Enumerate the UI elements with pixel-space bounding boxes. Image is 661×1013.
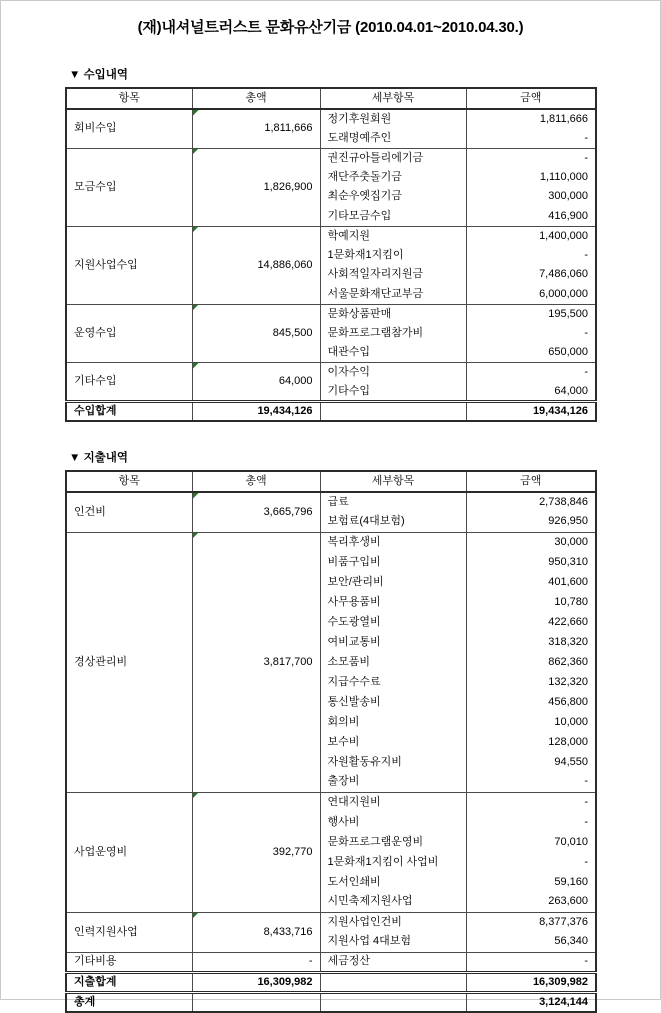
total-detail-cell: [320, 972, 466, 992]
header-row: [66, 471, 596, 492]
section-label-expense: ▼ 지출내역: [69, 452, 129, 464]
detail-name-cell: 복리후생비: [320, 532, 466, 552]
detail-name-cell: 보수비: [320, 732, 466, 752]
item-cell: 모금수입: [66, 148, 192, 226]
group-total-cell: [192, 304, 320, 363]
group-total-value: 1,811,666: [264, 122, 313, 135]
detail-amount-cell: -: [466, 792, 596, 812]
group-total-value: 3,817,700: [263, 655, 313, 668]
detail-name-cell: 기타모금수입: [320, 207, 466, 227]
detail-amount-cell: -: [466, 852, 596, 872]
detail-amount-cell: 56,340: [466, 932, 596, 952]
detail-name-cell: 도래명예주인: [320, 129, 466, 149]
detail-amount-cell: 195,500: [466, 304, 596, 324]
group-total-value: 64,000: [278, 375, 313, 387]
item-cell: 인건비: [66, 492, 192, 532]
detail-name-cell: 기타수입: [320, 382, 466, 402]
total-label-cell: 수입합계: [66, 402, 192, 422]
detail-name-cell: 문화프로그램운영비: [320, 832, 466, 852]
detail-name-cell: 비품구입비: [320, 552, 466, 572]
total-label-cell: 지출합계: [66, 972, 192, 992]
group-total-cell: [192, 792, 320, 912]
note-triangle-icon: [193, 110, 199, 116]
detail-amount-cell: 422,660: [466, 612, 596, 632]
detail-amount-cell: 128,000: [466, 732, 596, 752]
detail-name-cell: 지원사업 4대보험: [320, 932, 466, 952]
detail-amount-cell: 401,600: [466, 572, 596, 592]
detail-name-cell: 자원활동유지비: [320, 752, 466, 772]
detail-name-cell: 세금정산: [320, 952, 466, 972]
detail-name-cell: 행사비: [320, 812, 466, 832]
detail-name-cell: 권진규아틀리에기금: [320, 148, 466, 168]
group-row: [66, 792, 596, 812]
group-row: [66, 952, 596, 972]
detail-name-cell: 이자수익: [320, 363, 466, 383]
detail-amount-cell: -: [466, 772, 596, 792]
group-row: [66, 912, 596, 932]
group-total-cell: [192, 109, 320, 148]
detail-name-cell: 서울문화재단교부금: [320, 285, 466, 305]
note-triangle-icon: [193, 363, 199, 369]
detail-name-cell: 최순우옛집기금: [320, 187, 466, 207]
detail-name-cell: 시민축제지원사업: [320, 892, 466, 912]
column-header: 금액: [466, 88, 596, 109]
column-header: 항목: [66, 471, 192, 492]
total-sum-cell: [192, 992, 320, 1012]
group-row: [66, 363, 596, 383]
detail-amount-cell: 6,000,000: [466, 285, 596, 305]
group-row: [66, 304, 596, 324]
detail-amount-cell: 10,780: [466, 592, 596, 612]
detail-amount-cell: 1,400,000: [466, 226, 596, 246]
total-row: [66, 972, 596, 992]
detail-name-cell: 출장비: [320, 772, 466, 792]
detail-amount-cell: -: [466, 148, 596, 168]
detail-amount-cell: 456,800: [466, 692, 596, 712]
item-cell: 지원사업수입: [66, 226, 192, 304]
detail-name-cell: 문화상품판매: [320, 304, 466, 324]
total-sum-cell: 16,309,982: [192, 972, 320, 992]
column-header: 항목: [66, 88, 192, 109]
detail-amount-cell: 263,600: [466, 892, 596, 912]
detail-amount-cell: 132,320: [466, 672, 596, 692]
total-amount-cell: 19,434,126: [466, 402, 596, 422]
detail-amount-cell: -: [466, 952, 596, 972]
detail-name-cell: 1문화재1지킴이: [320, 246, 466, 266]
item-cell: 인력지원사업: [66, 912, 192, 952]
group-total-value: 3,665,796: [263, 505, 313, 518]
note-triangle-icon: [193, 533, 199, 539]
detail-amount-cell: 300,000: [466, 187, 596, 207]
column-header: 총액: [192, 88, 320, 109]
detail-name-cell: 재단주춧돌기금: [320, 168, 466, 188]
detail-name-cell: 보험료(4대보험): [320, 512, 466, 532]
group-row: [66, 492, 596, 512]
expense-table-body: [66, 492, 596, 1012]
detail-amount-cell: 94,550: [466, 752, 596, 772]
header-row: [66, 88, 596, 109]
note-triangle-icon: [193, 793, 199, 799]
expense-table: [65, 470, 597, 1013]
income-section: [1, 66, 660, 422]
detail-amount-cell: 10,000: [466, 712, 596, 732]
group-row: [66, 532, 596, 552]
detail-amount-cell: 59,160: [466, 872, 596, 892]
detail-name-cell: 사무용품비: [320, 592, 466, 612]
total-label-cell: 총계: [66, 992, 192, 1012]
detail-amount-cell: 1,811,666: [466, 109, 596, 129]
detail-name-cell: 회의비: [320, 712, 466, 732]
note-triangle-icon: [193, 305, 199, 311]
detail-amount-cell: 926,950: [466, 512, 596, 532]
detail-amount-cell: -: [466, 129, 596, 149]
group-row: [66, 226, 596, 246]
note-triangle-icon: [193, 493, 199, 499]
detail-amount-cell: 318,320: [466, 632, 596, 652]
detail-amount-cell: 64,000: [466, 382, 596, 402]
detail-amount-cell: 30,000: [466, 532, 596, 552]
income-table-body: [66, 109, 596, 421]
note-triangle-icon: [193, 913, 199, 919]
detail-name-cell: 1문화재1지킴이 사업비: [320, 852, 466, 872]
detail-amount-cell: 70,010: [466, 832, 596, 852]
total-row: [66, 402, 596, 422]
detail-name-cell: 지원사업인건비: [320, 912, 466, 932]
detail-amount-cell: -: [466, 812, 596, 832]
detail-amount-cell: 1,110,000: [466, 168, 596, 188]
group-total-value: 1,826,900: [263, 180, 313, 193]
group-total-cell: [192, 952, 320, 972]
detail-amount-cell: 7,486,060: [466, 265, 596, 285]
detail-name-cell: 연대지원비: [320, 792, 466, 812]
expense-table-header: [66, 471, 596, 492]
group-total-value: -: [308, 955, 313, 967]
page-title: (재)내셔널트러스트 문화유산기금 (2010.04.01~2010.04.30.): [137, 19, 524, 36]
detail-amount-cell: 2,738,846: [466, 492, 596, 512]
column-header: 세부항목: [320, 88, 466, 109]
group-total-cell: [192, 532, 320, 792]
item-cell: 회비수입: [66, 109, 192, 148]
section-label-income: ▼ 수입내역: [69, 69, 129, 81]
group-row: [66, 109, 596, 129]
detail-name-cell: 수도광열비: [320, 612, 466, 632]
group-total-value: 392,770: [272, 845, 313, 858]
detail-amount-cell: 416,900: [466, 207, 596, 227]
detail-name-cell: 학예지원: [320, 226, 466, 246]
note-triangle-icon: [193, 227, 199, 233]
item-cell: 운영수입: [66, 304, 192, 363]
detail-name-cell: 도서인쇄비: [320, 872, 466, 892]
detail-name-cell: 사회적일자리지원금: [320, 265, 466, 285]
group-total-cell: [192, 226, 320, 304]
income-table: [65, 87, 597, 422]
total-sum-cell: 19,434,126: [192, 402, 320, 422]
expense-section: [1, 449, 660, 1013]
group-total-value: 845,500: [272, 326, 313, 339]
detail-name-cell: 문화프로그램참가비: [320, 324, 466, 344]
detail-name-cell: 대관수입: [320, 343, 466, 363]
column-header: 총액: [192, 471, 320, 492]
item-cell: 기타비용: [66, 952, 192, 972]
total-amount-cell: 3,124,144: [466, 992, 596, 1012]
grand-total-row: [66, 992, 596, 1012]
detail-name-cell: 정기후원회원: [320, 109, 466, 129]
group-total-cell: [192, 363, 320, 402]
column-header: 금액: [466, 471, 596, 492]
detail-amount-cell: -: [466, 324, 596, 344]
detail-amount-cell: 8,377,376: [466, 912, 596, 932]
total-amount-cell: 16,309,982: [466, 972, 596, 992]
detail-name-cell: 급료: [320, 492, 466, 512]
detail-amount-cell: 950,310: [466, 552, 596, 572]
item-cell: 사업운영비: [66, 792, 192, 912]
detail-name-cell: 여비교통비: [320, 632, 466, 652]
group-total-cell: [192, 912, 320, 952]
detail-name-cell: 보안/관리비: [320, 572, 466, 592]
income-table-header: [66, 88, 596, 109]
detail-amount-cell: -: [466, 246, 596, 266]
detail-name-cell: 지급수수료: [320, 672, 466, 692]
detail-amount-cell: 650,000: [466, 343, 596, 363]
group-total-cell: [192, 492, 320, 532]
detail-amount-cell: -: [466, 363, 596, 383]
item-cell: 기타수입: [66, 363, 192, 402]
total-detail-cell: [320, 992, 466, 1012]
total-detail-cell: [320, 402, 466, 422]
group-total-value: 14,886,060: [257, 258, 313, 271]
note-triangle-icon: [193, 149, 199, 155]
group-total-cell: [192, 148, 320, 226]
group-total-value: 8,433,716: [263, 925, 313, 938]
group-row: [66, 148, 596, 168]
detail-amount-cell: 862,360: [466, 652, 596, 672]
detail-name-cell: 통신발송비: [320, 692, 466, 712]
item-cell: 경상관리비: [66, 532, 192, 792]
column-header: 세부항목: [320, 471, 466, 492]
detail-name-cell: 소모품비: [320, 652, 466, 672]
